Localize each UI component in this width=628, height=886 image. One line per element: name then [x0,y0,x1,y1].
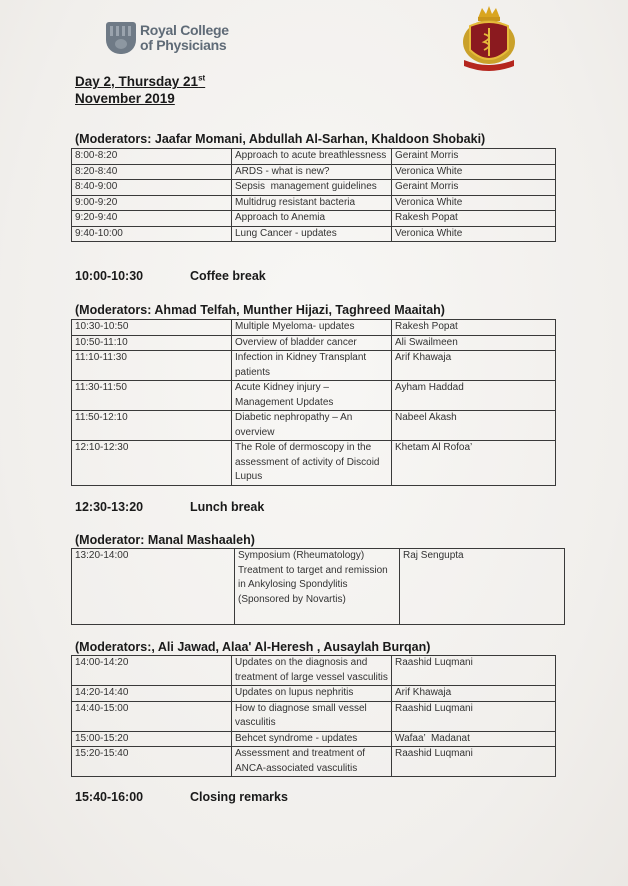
topic-cell: Diabetic nephropathy – An overview [232,411,392,441]
topic-line: Treatment to target and remission in Ankylosing Spondylitis [238,564,388,590]
lunch-break [75,500,264,514]
time-cell: 8:00-8:20 [72,149,232,165]
table-row [72,195,556,211]
session-4-table [71,655,556,777]
time-cell: 11:30-11:50 [72,381,232,411]
title-line-1: Day 2, Thursday 21 [75,74,199,89]
speaker-cell: Wafaa’ Madanat [392,731,556,747]
table-row [72,656,556,686]
break-time: 10:00-10:30 [75,269,144,283]
coffee-break [75,269,266,283]
time-cell: 13:20-14:00 [72,549,235,625]
rcp-wordmark [140,23,229,53]
topic-cell: Approach to acute breathlessness [232,149,392,165]
table-row [72,441,556,486]
speaker-cell: Nabeel Akash [392,411,556,441]
table-row [72,211,556,227]
topic-cell: Infection in Kidney Transplant patients [232,351,392,381]
time-cell: 9:00-9:20 [72,195,232,211]
table-row [72,686,556,702]
time-cell: 14:20-14:40 [72,686,232,702]
topic-cell: Acute Kidney injury – Management Updates [232,381,392,411]
session-2-moderators: (Moderators: Ahmad Telfah, Munther Hijazi, Taghreed Maaitah) [75,303,445,317]
session-1-moderators: (Moderators: Jaafar Momani, Abdullah Al-Sarhan, Khaldoon Shobaki) [75,132,486,146]
time-cell: 15:00-15:20 [72,731,232,747]
rcp-shield-icon [106,22,136,54]
table-row [72,351,556,381]
table-row [72,320,556,336]
session-3-table [71,548,565,625]
title-superscript: st [198,73,206,83]
speaker-cell: Ayham Haddad [392,381,556,411]
table-row [72,180,556,196]
session-3-moderators: (Moderator: Manal Mashaaleh) [75,533,255,547]
topic-cell [235,549,400,625]
speaker-cell: Veronica White [392,226,556,242]
table-row [72,747,556,777]
table-row [72,381,556,411]
topic-cell: Behcet syndrome - updates [232,731,392,747]
table-row [72,164,556,180]
speaker-cell: Veronica White [392,195,556,211]
table-row [72,701,556,731]
time-cell: 15:20-15:40 [72,747,232,777]
time-cell: 10:50-11:10 [72,335,232,351]
table-row [72,411,556,441]
session-4-moderators: (Moderators:, Ali Jawad, Alaa' Al-Heresh , Ausaylah Burqan) [75,640,431,654]
topic-cell: Multidrug resistant bacteria [232,195,392,211]
org-line-1: Royal College [140,22,229,38]
rcp-logo [106,22,229,54]
speaker-cell: Raashid Luqmani [392,747,556,777]
time-cell: 9:40-10:00 [72,226,232,242]
royal-crest-icon [456,4,522,76]
time-cell: 14:00-14:20 [72,656,232,686]
time-cell: 9:20-9:40 [72,211,232,227]
break-label: Coffee break [190,269,266,283]
topic-line: Symposium (Rheumatology) [238,550,365,561]
topic-cell: ARDS - what is new? [232,164,392,180]
title-line-2: November 2019 [75,91,175,106]
break-label: Lunch break [190,500,265,514]
org-line-2: of Physicians [140,37,227,53]
topic-cell: Sepsis management guidelines [232,180,392,196]
speaker-cell: Geraint Morris [392,180,556,196]
break-time: 15:40-16:00 [75,790,144,804]
speaker-cell: Geraint Morris [392,149,556,165]
speaker-cell: Khetam Al Rofoa’ [392,441,556,486]
time-cell: 11:10-11:30 [72,351,232,381]
page-title [75,73,205,107]
closing-remarks [75,790,288,804]
table-row [72,149,556,165]
topic-cell: The Role of dermoscopy in the assessment of activity of Discoid Lupus [232,441,392,486]
speaker-cell: Ali Swailmeen [392,335,556,351]
speaker-cell: Raashid Luqmani [392,701,556,731]
table-row [72,731,556,747]
topic-cell: Assessment and treatment of ANCA-associated vasculitis [232,747,392,777]
speaker-cell: Arif Khawaja [392,686,556,702]
topic-cell: Overview of bladder cancer [232,335,392,351]
table-row [72,335,556,351]
speaker-cell: Rakesh Popat [392,320,556,336]
break-time: 12:30-13:20 [75,500,144,514]
speaker-cell: Arif Khawaja [392,351,556,381]
topic-cell: How to diagnose small vessel vasculitis [232,701,392,731]
speaker-cell: Raashid Luqmani [392,656,556,686]
topic-cell: Updates on lupus nephritis [232,686,392,702]
speaker-cell: Veronica White [392,164,556,180]
speaker-cell: Raj Sengupta [400,549,565,625]
topic-cell: Multiple Myeloma- updates [232,320,392,336]
session-1-table [71,148,556,242]
topic-line: (Sponsored by Novartis) [238,593,346,605]
time-cell: 8:20-8:40 [72,164,232,180]
table-row [72,549,565,625]
time-cell: 8:40-9:00 [72,180,232,196]
time-cell: 11:50-12:10 [72,411,232,441]
session-2-table [71,319,556,486]
topic-cell: Lung Cancer - updates [232,226,392,242]
speaker-cell: Rakesh Popat [392,211,556,227]
break-label: Closing remarks [190,790,288,804]
table-row [72,226,556,242]
time-cell: 10:30-10:50 [72,320,232,336]
time-cell: 14:40-15:00 [72,701,232,731]
time-cell: 12:10-12:30 [72,441,232,486]
topic-cell: Updates on the diagnosis and treatment of large vessel vasculitis [232,656,392,686]
topic-cell: Approach to Anemia [232,211,392,227]
